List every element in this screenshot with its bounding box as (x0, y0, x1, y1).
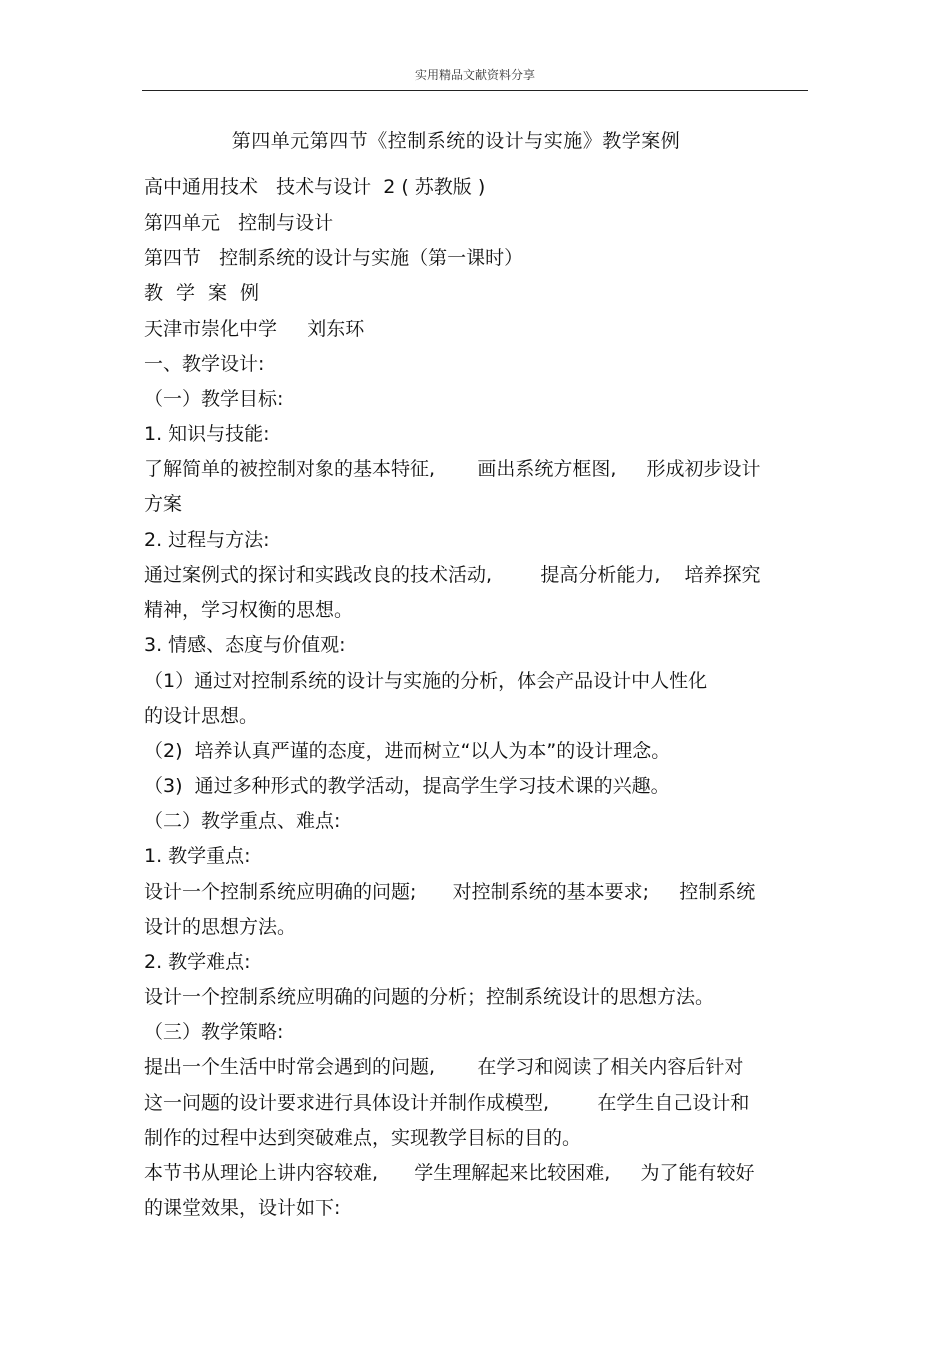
page-header: 实用精品文献资料分享 (414, 68, 535, 82)
heading-key-difficult-points: （二）教学重点、难点: (144, 810, 341, 832)
heading-teaching-design: 一、教学设计: (144, 353, 265, 375)
heading-attitudes-values: 3. 情感、态度与价值观: (144, 634, 346, 656)
paragraph-line: 的课堂效果，设计如下: (144, 1197, 341, 1219)
heading-key-points: 1. 教学重点: (144, 845, 251, 867)
section-line: 第四节 控制系统的设计与实施（第一课时） (144, 247, 524, 269)
heading-knowledge-skills: 1. 知识与技能: (144, 423, 270, 445)
paragraph-line: 精神，学习权衡的思想。 (144, 599, 354, 621)
paragraph-line: 设计一个控制系统应明确的问题; 对控制系统的基本要求; 控制系统 (144, 881, 756, 903)
heading-objectives: （一）教学目标: (144, 388, 284, 410)
paragraph-line: 设计一个控制系统应明确的问题的分析；控制系统设计的思想方法。 (144, 986, 715, 1008)
paragraph-line: 这一问题的设计要求进行具体设计并制作成模型, 在学生自己设计和 (144, 1092, 750, 1114)
header-divider (142, 90, 808, 91)
paragraph-line: 提出一个生活中时常会遇到的问题, 在学习和阅读了相关内容后针对 (144, 1056, 744, 1078)
paragraph-line: 通过案例式的探讨和实践改良的技术活动, 提高分析能力, 培养探究 (144, 564, 761, 586)
heading-difficult-points: 2. 教学难点: (144, 951, 251, 973)
paragraph-line: 本节书从理论上讲内容较难, 学生理解起来比较困难, 为了能有较好 (144, 1162, 755, 1184)
case-label: 教学案例 (144, 282, 273, 304)
paragraph-line: 方案 (144, 493, 183, 515)
course-line: 高中通用技术 技术与设计 2 ( 苏教版 ) (144, 176, 486, 198)
list-item: （3) 通过多种形式的教学活动，提高学生学习技术课的兴趣。 (144, 775, 670, 797)
list-item: （2) 培养认真严谨的态度，进而树立“以人为本”的设计理念。 (144, 740, 671, 762)
paragraph-line: 制作的过程中达到突破难点，实现教学目标的目的。 (144, 1127, 582, 1149)
heading-process-methods: 2. 过程与方法: (144, 529, 270, 551)
list-item: （1）通过对控制系统的设计与实施的分析，体会产品设计中人性化 (144, 670, 708, 692)
unit-line: 第四单元 控制与设计 (144, 212, 334, 234)
paragraph-line: 了解简单的被控制对象的基本特征, 画出系统方框图, 形成初步设计 (144, 458, 761, 480)
list-item-continuation: 的设计思想。 (144, 705, 259, 727)
paragraph-line: 设计的思想方法。 (144, 916, 297, 938)
author-line: 天津市崇化中学 刘东环 (144, 318, 365, 340)
heading-strategy: （三）教学策略: (144, 1021, 284, 1043)
document-title: 第四单元第四节《控制系统的设计与实施》教学案例 (231, 130, 681, 152)
